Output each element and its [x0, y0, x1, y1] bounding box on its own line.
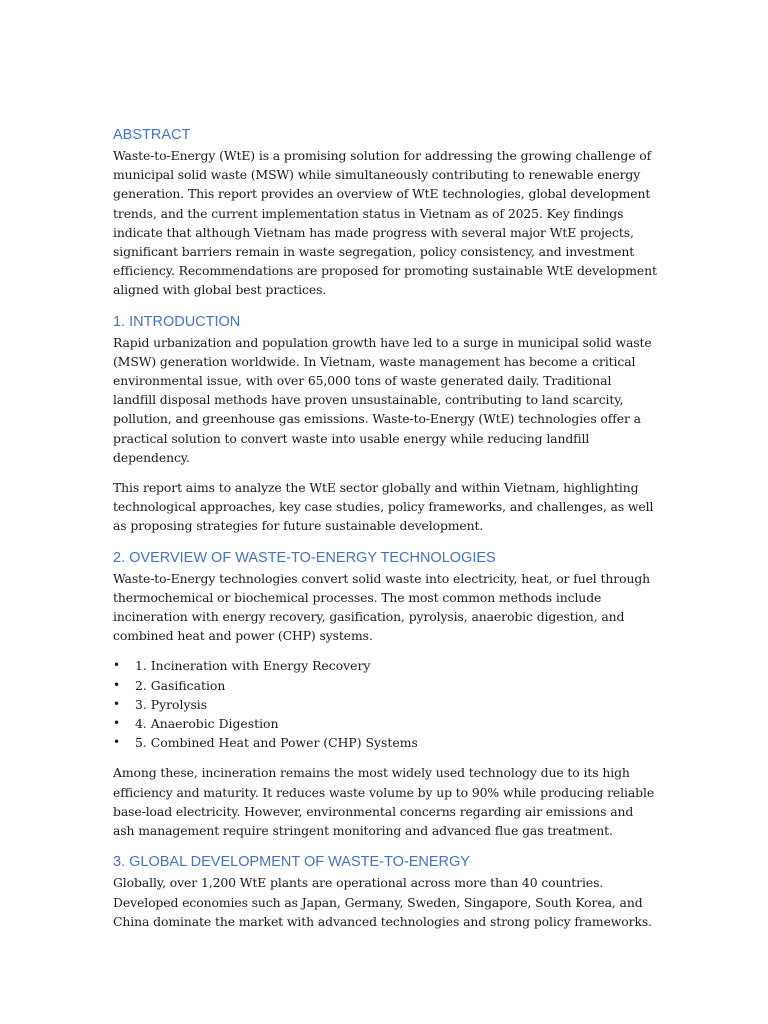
list-item	[113, 714, 658, 733]
list-item	[113, 695, 658, 714]
overview-paragraph-after-list: Among these, incineration remains the most widely used technology due to its high efficiency and maturity. It reduces waste volume by up to 90% while producing reliable base-load electricity. However, environmental concerns regarding air emissions and ash management require stringent monitoring and advanced flue gas treatment.	[113, 765, 655, 839]
abstract-paragraph: Waste-to-Energy (WtE) is a promising solution for addressing the growing challenge of municipal solid waste (MSW) while simultaneously contributing to renewable energy generation. This report provides an overview of WtE technologies, global development trends, and the current implementation status in Vietnam as of 2025. Key findings indicate that although Vietnam has made progress with several major WtE projects, significant barriers remain in waste segregation, policy consistency, and investment efficiency. Recommendations are proposed for promoting sustainable WtE development aligned with global best practices.	[113, 148, 657, 298]
bullet-icon: •	[113, 696, 121, 711]
bullet-icon: •	[113, 677, 121, 692]
list-item-text: 5. Combined Heat and Power (CHP) Systems	[135, 735, 418, 751]
list-item	[113, 676, 658, 695]
global-development-paragraph: Globally, over 1,200 WtE plants are operational across more than 40 countries. Developed economies such as Japan, Germany, Sweden, Singapore, South Korea, and China dominate the market with advanced technologies and strong policy frameworks.	[113, 875, 652, 929]
list-item-text: 3. Pyrolysis	[135, 696, 208, 712]
list-item	[113, 733, 658, 752]
bullet-icon: •	[113, 735, 121, 750]
section-heading-global-development: 3. GLOBAL DEVELOPMENT OF WASTE-TO-ENERGY	[113, 854, 470, 871]
list-item-text: 4. Anaerobic Digestion	[135, 716, 279, 732]
introduction-paragraph-1: Rapid urbanization and population growth have led to a surge in municipal solid waste (MSW) generation worldwide. In Vietnam, waste management has become a critical environmental issue, with over 65,000 tons of waste generated daily. Traditional landfill disposal methods have proven unsustainable, contributing to land scarcity, pollution, and greenhouse gas emissions. Waste-to-Energy (WtE) technologies offer a practical solution to convert waste into usable energy while reducing landfill dependency.	[113, 334, 652, 465]
section-heading-abstract: ABSTRACT	[113, 127, 191, 143]
section-heading-introduction: 1. INTRODUCTION	[113, 313, 241, 330]
bullet-icon: •	[113, 658, 121, 673]
overview-paragraph: Waste-to-Energy technologies convert solid waste into electricity, heat, or fuel through thermochemical or biochemical processes. The most common methods include incineration with energy recovery, gasification, pyrolysis, anaerobic digestion, and combined heat and power (CHP) systems.	[113, 570, 651, 644]
introduction-paragraph-2: This report aims to analyze the WtE sector globally and within Vietnam, highlighting technological approaches, key case studies, policy frameworks, and challenges, as well as proposing strategies for future sustainable development.	[113, 480, 654, 534]
list-item	[113, 656, 658, 675]
list-item-text: 1. Incineration with Energy Recovery	[135, 658, 371, 674]
section-heading-overview: 2. OVERVIEW OF WASTE-TO-ENERGY TECHNOLOGIES	[113, 549, 496, 566]
document-body	[113, 124, 658, 931]
bullet-icon: •	[113, 716, 121, 731]
technology-list	[113, 656, 658, 752]
list-item-text: 2. Gasification	[135, 677, 226, 693]
